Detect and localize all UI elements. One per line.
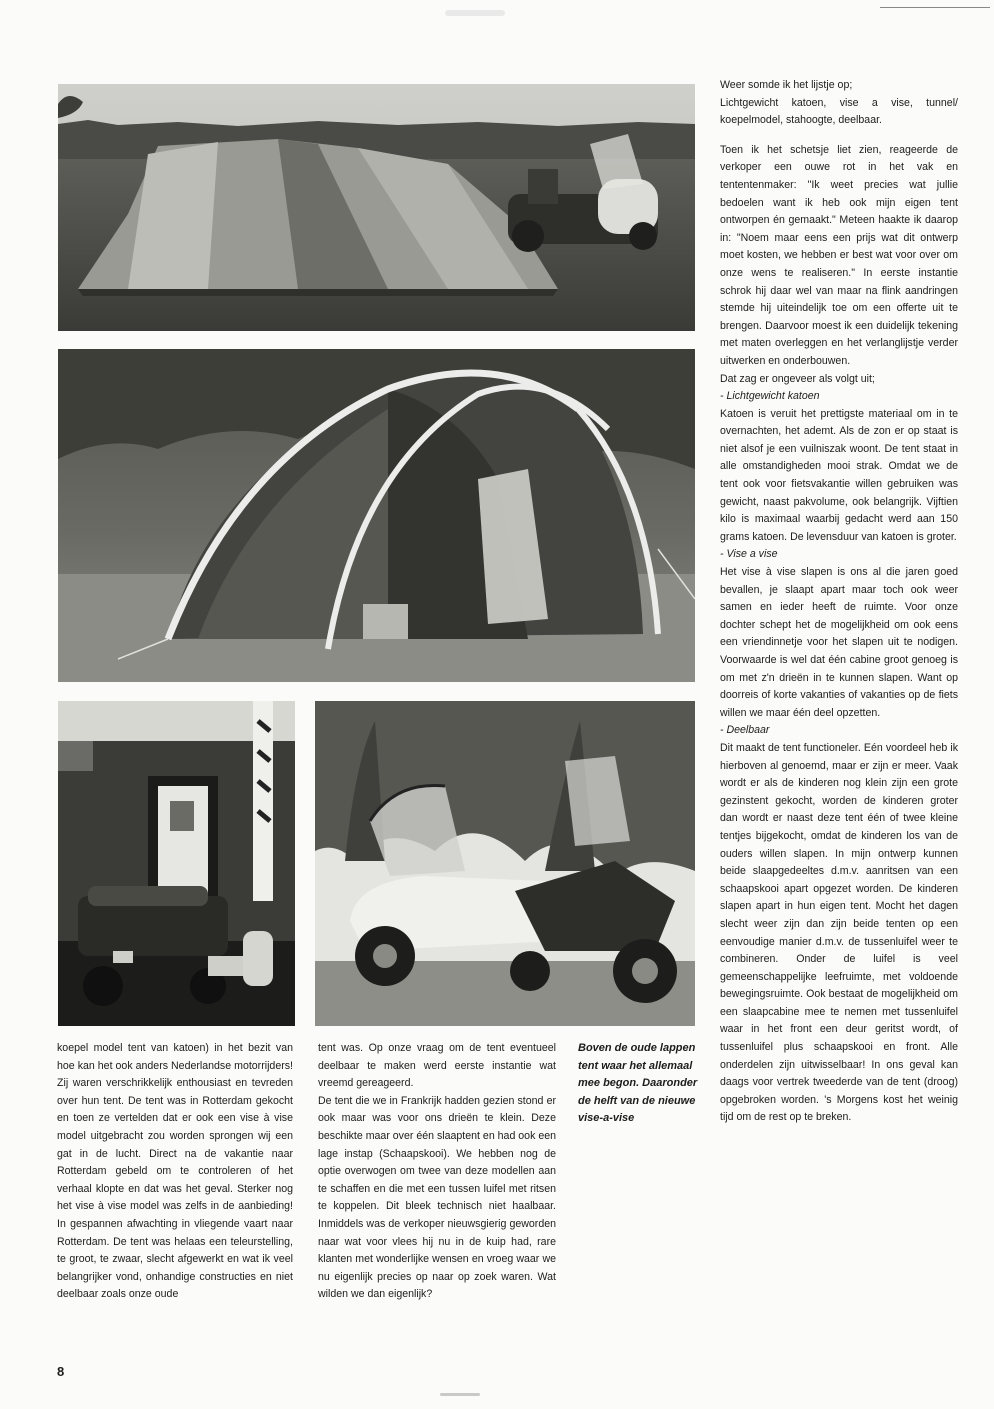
section-heading-vise-a-vise: - Vise a vise: [720, 548, 778, 561]
photo-dome-tent: [58, 349, 695, 682]
section-text-lightweight-cotton: Katoen is veruit het prettigste materiaal om in te overnachten, het ademt. Als de zon er op staat is niet alsof je een vuilniszak woont. De tent staat in alle omstandigheden mooi strak. Omdat we de tent ook voor fietsvakantie willen gebruiken was gewicht, naast pakvolume, ook belangrijk. Vijftien kilo is maximaal waarbij gedacht werd aan 150 grams katoen. De levensduur van katoen is groter.: [720, 407, 958, 543]
section-heading-divisible: - Deelbaar: [720, 724, 770, 737]
photo-motorcycle-parked-street: [58, 701, 295, 1026]
photo-tunnel-tent-and-sidecar: [58, 84, 695, 331]
left-column-text: koepel model tent van katoen) in het bezit van hoe kan het ook anders Nederlandse motorrijders! Zij waren verschrikkelijk enthousiast en tevreden over hun tent. De tent was in Rotterdam gekocht en toen ze vertelden dat er ook een vise à vise model uitgebracht zou worden sprongen wij een gat in de lucht. Direct na de vakantie naar Rotterdam gebeld om te controleren of het verhaal klopte en dat was het geval. Sterker nog het vise à vise model was zelfs in de aanbieding! In gespannen afwachting in vliegende vaart naar Rotterdam. De tent was helaas een teleurstelling, te groot, te zwaar, slecht afgewerkt en wat ik veel belangrijker vond, onhandige constructies en niet deelbaar zoals onze oude: [57, 1042, 293, 1301]
wishlist-intro: Weer somde ik het lijstje op;: [720, 79, 853, 91]
section-text-divisible: Dit maakt de tent functioneler. Eén voordeel heb ik hierboven al genoemd, maar er zijn er meer. Vaak wordt er als de kinderen nog klein zijn een grote gezinstent gekocht, worden de kinderen groter dan wordt er naast deze tent één of twee kleine tentjes bijgekocht, omdat de kinderen los van de ouders willen slapen. In mijn ontwerp kunnen beide slaapgedeeltes d.m.v. aanritsen van een schaapskooi apart opgezet worden. De kinderen slapen apart in hun eigen tent. Mocht het dagen slecht weer zijn dan zijn beide tenten op een eenvoudige manier d.m.v. de tussenluifel weer te combineren. Onder de luifel is veel gemeenschappelijke leefruimte, met voldoende bewegingsruimte. Ook bestaat de mogelijkheid om een slaapcabine mee te nemen met tussenluifel waar in het front een deur geritst wordt, of tussenluifel plus schaapskooi en front. Alle onderdelen zijn uitwisselbaar! In ons geval kan daags voor vertrek tweederde van de tent (droog) opgebroken worden. 's Morgens kost het weinig tijd om de rest op te breken.: [720, 741, 958, 1124]
wishlist: Lichtgewicht katoen, vise a vise, tunnel/ koepelmodel, stahoogte, deelbaar.: [720, 96, 958, 127]
photo-caption: Boven de oude lappen tent waar het allemaal mee begon. Daaronder de helft van de nieuwe vise-a-vise: [578, 1042, 698, 1125]
article-column-middle: [318, 1040, 556, 1304]
middle-column-paragraph: tent was. Op onze vraag om de tent eventueel deelbaar te maken werd eerste instantie wat vreemd gereageerd.: [318, 1042, 556, 1090]
section-heading-lightweight-cotton: - Lichtgewicht katoen: [720, 390, 820, 403]
middle-column-paragraph: De tent die we in Frankrijk hadden gezien stond er ook maar was voor ons drieën te klein. Deze beschikte maar over één slaaptent en had ook een lage instap (Schaapskooi). We hebben nog de optie overwogen om twee van deze modellen aan te schaffen en die met een tussen luifel met ritsen te koppelen. Dit bleek technisch niet haalbaar. Inmiddels was de verkoper nieuwsgierig geworden naar wat voor vlees hij nu in de kuip had, rare klanten met wonderlijke wensen en vroeg waar we nu eigenlijk precies op naar op zoek waren. Wat wilden we dan eigenlijk?: [318, 1094, 556, 1301]
photo-sidecar-motorcycle: [315, 701, 695, 1026]
page-number: 8: [57, 1364, 65, 1379]
scan-smudge: [445, 10, 505, 16]
result-intro: Dat zag er ongeveer als volgt uit;: [720, 372, 875, 385]
article-column-right: [720, 77, 958, 1127]
top-rule: [880, 7, 990, 8]
dealer-paragraph: Toen ik het schetsje liet zien, reageerde de verkoper een ouwe rot in het vak en tententenmaker: "Ik weet precies wat jullie bedoelen want ik heb ook mijn eigen tent ontworpen én gemaakt." Meteen haakte ik daarop in: "Noem maar eens een prijs wat dit ontwerp moet kosten, we hebben er best wat voor over om onze wens te realiseren." In eerste instantie schrok hij daar wel van maar na flink aandringen stemde hij uiteindelijk toe om een offerte uit te brengen. Daarvoor moest ik een duidelijk tekening met maten overleggen en het verlanglijstje verder uitwerken en onderbouwen.: [720, 143, 958, 367]
section-text-vise-a-vise: Het vise à vise slapen is ons al die jaren goed bevallen, je slaapt apart maar toch ook weer samen en ieder heeft de ruimte. Voor onze dochter schept het de mogelijkheid om ook eens een vriendinnetje voor het slapen uit te nodigen. Voorwaarde is wel dat één cabine groot genoeg is om met z'n drieën in te kunnen slapen. Want op doorreis of korte vakanties of vakanties op de fiets willen we maar één deel opzetten.: [720, 566, 958, 719]
scan-smudge: [440, 1393, 480, 1396]
article-column-left: [57, 1040, 293, 1304]
